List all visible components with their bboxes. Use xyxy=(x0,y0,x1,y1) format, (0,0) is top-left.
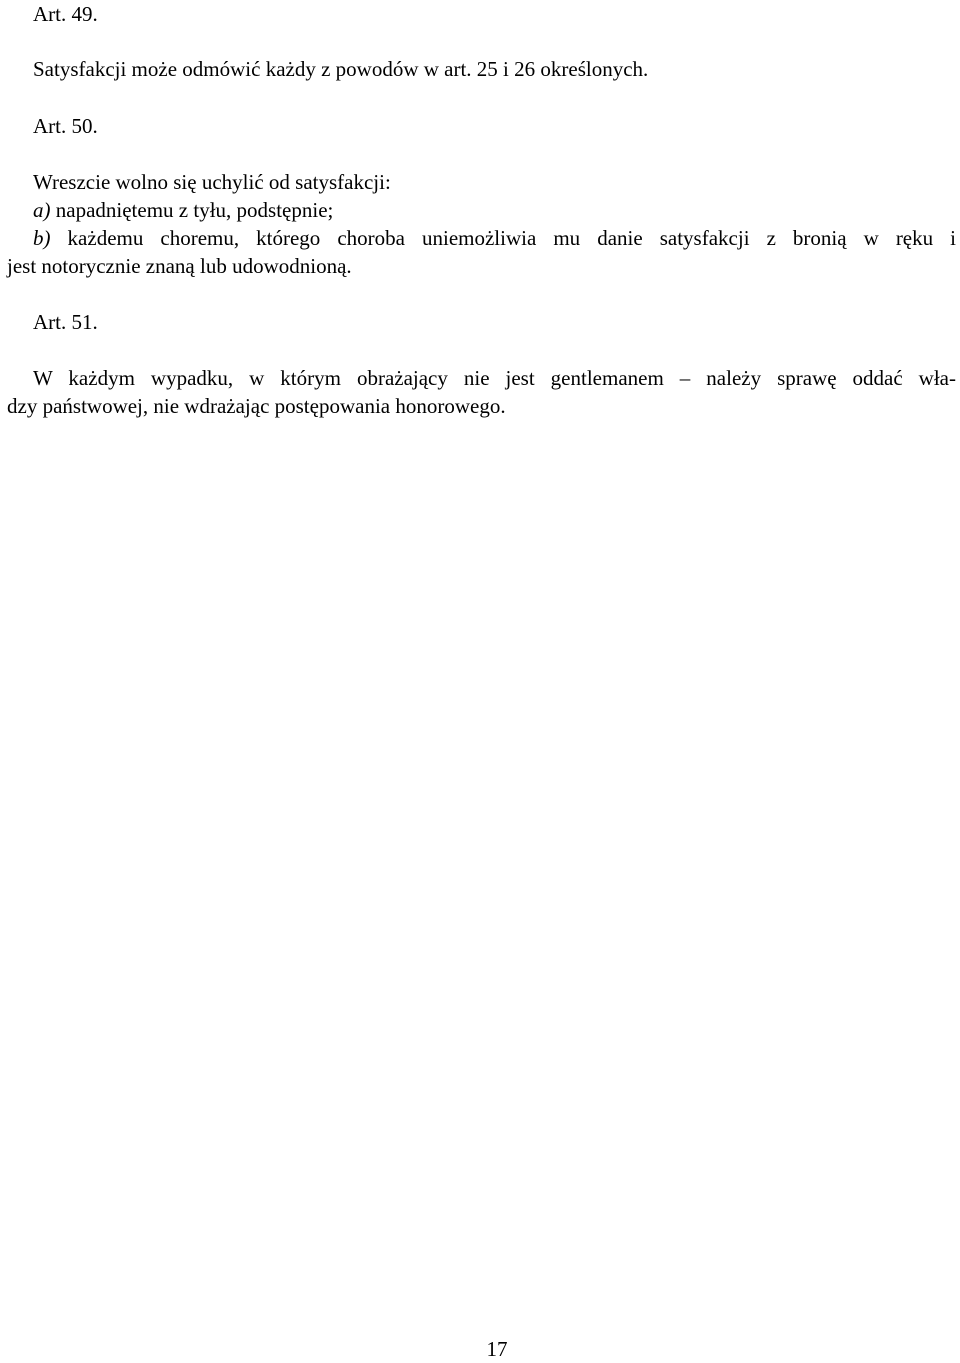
item-a-label: a) xyxy=(33,198,51,222)
item-b-text-line-1: każdemu choremu, którego choroba uniemożliwia mu danie satysfakcji z bronią w ręku i xyxy=(67,226,957,250)
article-49-text: Satysfakcji może odmówić każdy z powodów w art. 25 i 26 określonych. xyxy=(33,57,649,81)
article-50-item-b-line-2: jest notorycznie znaną lub udowodnioną. xyxy=(7,254,352,278)
article-51-text-line-1: W każdym wypadku, w którym obrażający nie jest gentlemanem – należy sprawę oddać wła- xyxy=(33,366,956,390)
article-50-intro: Wreszcie wolno się uchylić od satysfakcji: xyxy=(33,170,391,194)
article-49-heading: Art. 49. xyxy=(33,2,98,26)
article-51-text-line-2: dzy państwowej, nie wdrażając postępowania honorowego. xyxy=(7,394,506,418)
item-b-label: b) xyxy=(33,226,51,250)
article-50-item-b-line-1 xyxy=(33,224,956,252)
page-number: 17 xyxy=(486,1337,508,1361)
item-a-text: napadniętemu z tyłu, podstępnie; xyxy=(55,198,334,222)
article-50-item-a xyxy=(33,196,333,224)
article-50-heading: Art. 50. xyxy=(33,114,98,138)
article-51-heading: Art. 51. xyxy=(33,310,98,334)
